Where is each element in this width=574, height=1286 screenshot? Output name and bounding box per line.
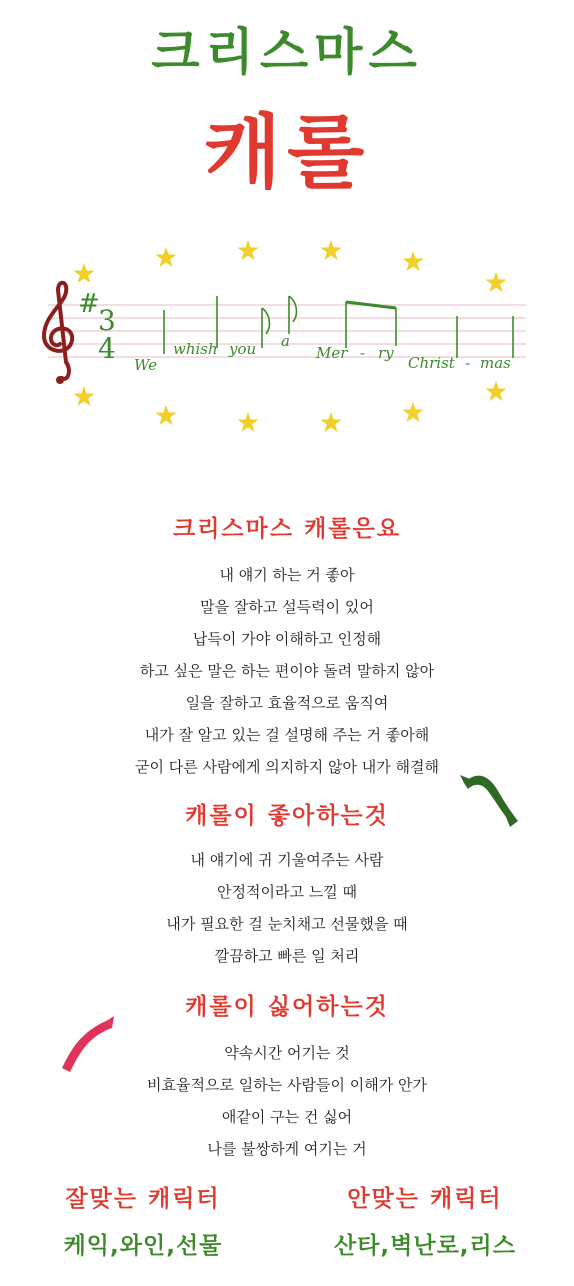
title-line-2: 캐롤 bbox=[203, 106, 371, 199]
dislikes-lines bbox=[0, 1037, 574, 1165]
time-signature-bottom: 4 bbox=[98, 332, 116, 365]
star-icon bbox=[74, 386, 95, 406]
dislikes-line: 비효율적으로 일하는 사람들이 이해가 안가 bbox=[147, 1076, 427, 1094]
intro-line: 말을 잘하고 설득력이 있어 bbox=[200, 598, 374, 616]
intro-heading: 크리스마스 캐롤은요 bbox=[173, 516, 401, 542]
intro-lines bbox=[0, 559, 574, 783]
likes-heading: 캐롤이 좋아하는것 bbox=[185, 803, 389, 829]
good-match-label: 잘맞는 캐릭터 bbox=[65, 1186, 221, 1212]
intro-line: 내 얘기 하는 거 좋아 bbox=[219, 566, 355, 584]
star-icon bbox=[156, 405, 177, 425]
treble-clef-icon bbox=[44, 283, 72, 384]
lyric-word: Christ bbox=[408, 354, 455, 372]
star-icon bbox=[238, 412, 259, 432]
lyric-word: mas bbox=[480, 354, 511, 372]
star-icon bbox=[321, 240, 342, 260]
lyric-word: - bbox=[360, 344, 366, 362]
intro-line: 일을 잘하고 효율적으로 움직여 bbox=[185, 694, 389, 712]
lyric-word: a bbox=[281, 332, 290, 350]
intro-line: 하고 싶은 말은 하는 편이야 돌려 말하지 않아 bbox=[139, 662, 435, 680]
lyric-word: Mer bbox=[316, 344, 348, 362]
star-icon bbox=[403, 251, 424, 271]
stars-group bbox=[74, 240, 507, 432]
lyric-word: ry bbox=[378, 344, 394, 362]
star-icon bbox=[321, 412, 342, 432]
intro-line: 납득이 가야 이해하고 인정해 bbox=[192, 630, 382, 648]
star-icon bbox=[238, 240, 259, 260]
good-match-items: 케익,와인,선물 bbox=[63, 1233, 223, 1259]
lyric-word: whish bbox=[173, 340, 218, 358]
title-line-1: 크리스마스 bbox=[151, 23, 423, 81]
intro-line: 내가 잘 알고 있는 걸 설명해 주는 거 좋아해 bbox=[144, 726, 430, 744]
likes-line: 깔끔하고 빠른 일 처리 bbox=[214, 947, 360, 965]
dislikes-line: 약속시간 어기는 것 bbox=[224, 1044, 350, 1062]
likes-line: 내가 필요한 걸 눈치채고 선물했을 때 bbox=[166, 915, 408, 933]
time-signature-top: 3 bbox=[98, 304, 116, 337]
likes-lines bbox=[0, 844, 574, 972]
lyrics-group bbox=[134, 332, 511, 374]
intro-line: 굳이 다른 사람에게 의지하지 않아 내가 해결해 bbox=[135, 758, 439, 776]
likes-line: 안정적이라고 느낄 때 bbox=[217, 883, 357, 901]
bad-match-items: 산타,벽난로,리스 bbox=[333, 1233, 516, 1259]
star-icon bbox=[156, 247, 177, 267]
star-icon bbox=[486, 381, 507, 401]
music-staff-illustration bbox=[0, 230, 574, 440]
bad-match-label: 안맞는 캐릭터 bbox=[347, 1186, 503, 1212]
lyric-word: - bbox=[465, 354, 471, 372]
star-icon bbox=[74, 263, 95, 283]
star-icon bbox=[486, 272, 507, 292]
lyric-word: you bbox=[229, 340, 257, 358]
dislikes-heading: 캐롤이 싫어하는것 bbox=[185, 994, 389, 1020]
dislikes-line: 애같이 구는 건 싫어 bbox=[221, 1108, 353, 1126]
star-icon bbox=[403, 402, 424, 422]
key-signature: # bbox=[78, 289, 100, 319]
lyric-word: We bbox=[134, 356, 158, 374]
likes-line: 내 얘기에 귀 기울여주는 사람 bbox=[190, 851, 384, 869]
dislikes-line: 나를 불쌍하게 여기는 거 bbox=[207, 1140, 367, 1158]
